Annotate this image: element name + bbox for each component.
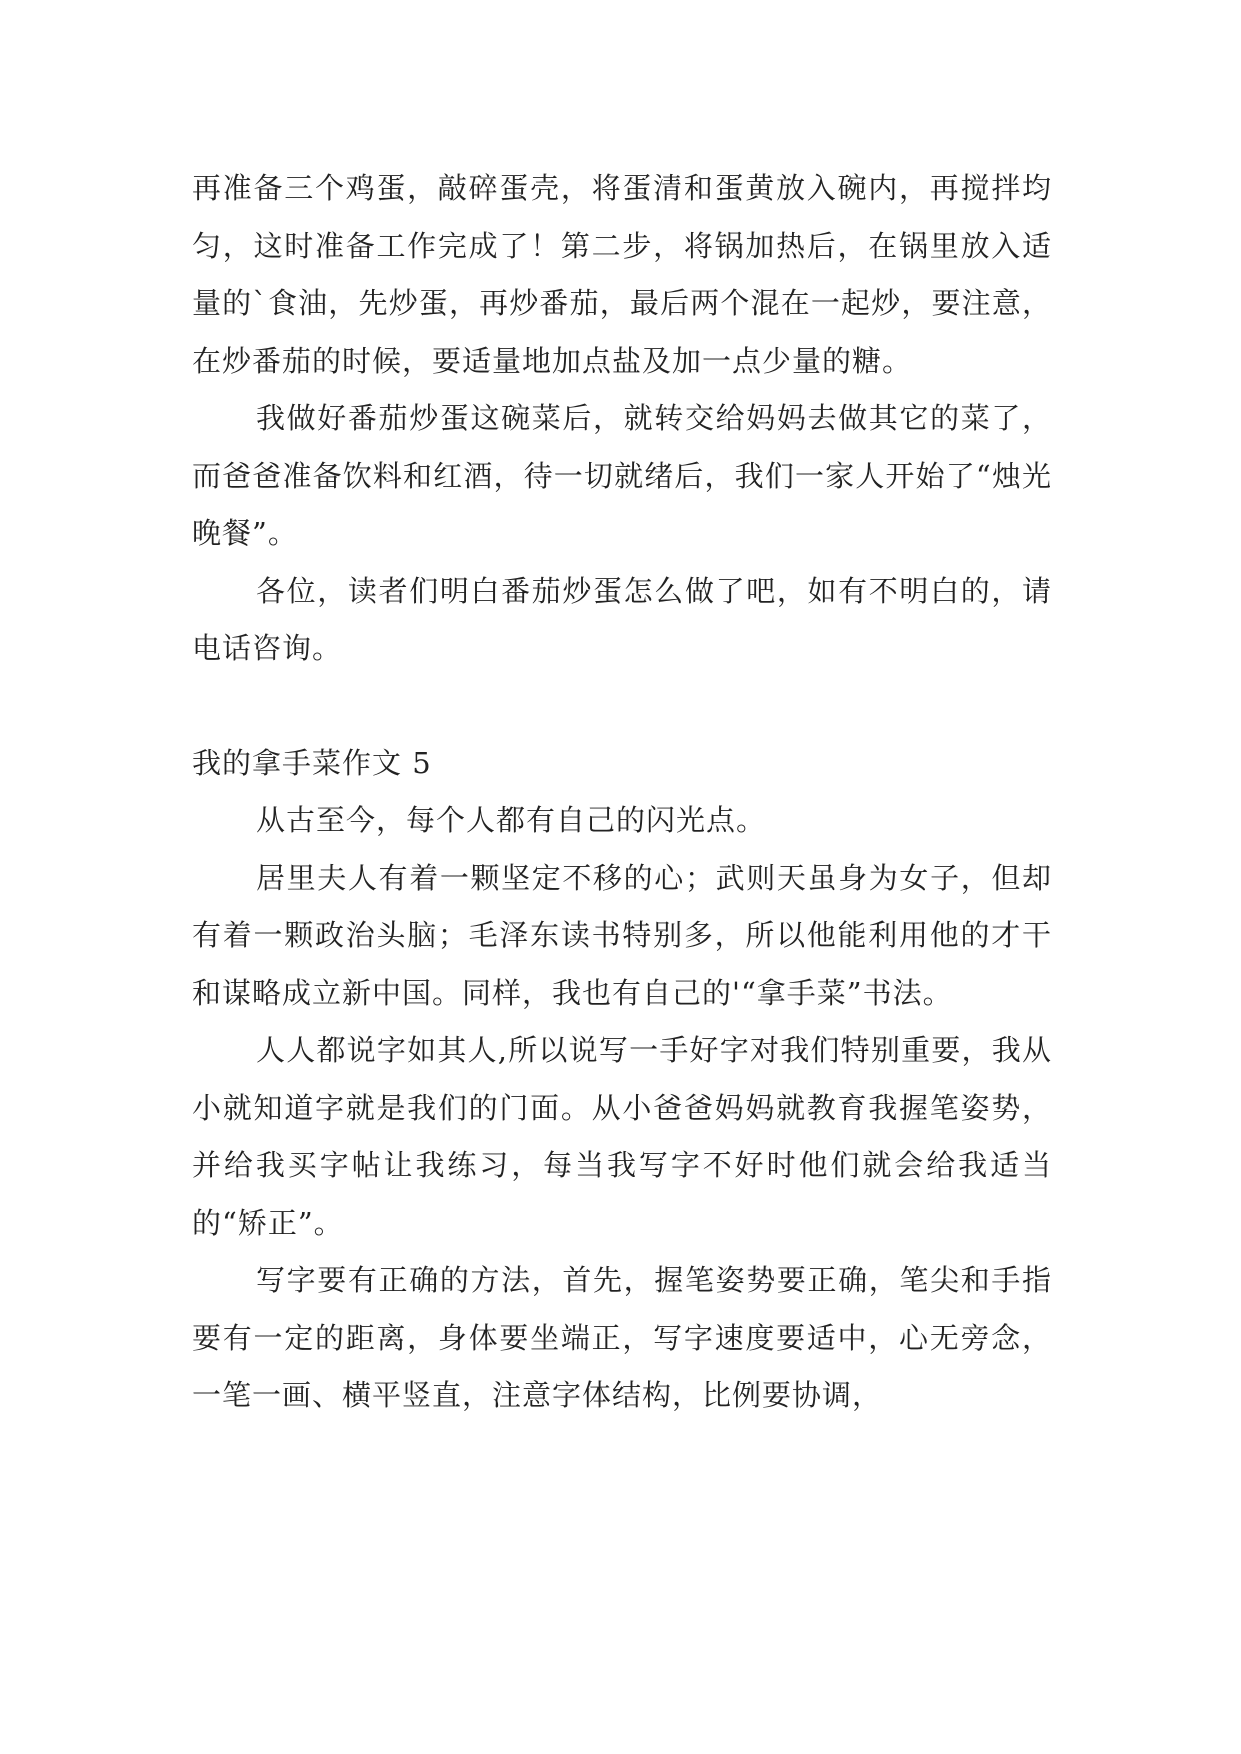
document-body xyxy=(192,160,1052,1425)
paragraph-5: 居里夫人有着一颗坚定不移的心；武则天虽身为女子，但却有着一颗政治头脑；毛泽东读书特别多，所以他能利用他的才干和谋略成立新中国。同样，我也有自己的'“拿手菜”书法。 xyxy=(192,860,1052,1010)
paragraph-4: 从古至今，每个人都有自己的闪光点。 xyxy=(256,803,767,837)
paragraph-6: 人人都说字如其人,所以说写一手好字对我们特别重要，我从小就知道字就是我们的门面。从小爸爸妈妈就教育我握笔姿势，并给我买字帖让我练习，每当我写字不好时他们就会给我适当的“矫正”。 xyxy=(192,1033,1052,1240)
paragraph-2: 我做好番茄炒蛋这碗菜后，就转交给妈妈去做其它的菜了，而爸爸准备饮料和红酒，待一切就绪后，我们一家人开始了“烛光晚餐”。 xyxy=(192,401,1052,550)
paragraph-3: 各位，读者们明白番茄炒蛋怎么做了吧，如有不明白的，请电话咨询。 xyxy=(192,573,1052,665)
section-spacer xyxy=(192,678,1052,735)
section-heading: 我的拿手菜作文 5 xyxy=(192,745,432,780)
paragraph-1: 再准备三个鸡蛋，敲碎蛋壳，将蛋清和蛋黄放入碗内，再搅拌均匀，这时准备工作完成了！第二步，将锅加热后，在锅里放入适量的`食油，先炒蛋，再炒番茄，最后两个混在一起炒，要注意，在炒番茄的时候，要适量地加点盐及加一点少量的糖。 xyxy=(192,171,1052,378)
paragraph-7: 写字要有正确的方法，首先，握笔姿势要正确，笔尖和手指要有一定的距离，身体要坐端正，写字速度要适中，心无旁念，一笔一画、横平竖直，注意字体结构，比例要协调， xyxy=(192,1263,1052,1412)
